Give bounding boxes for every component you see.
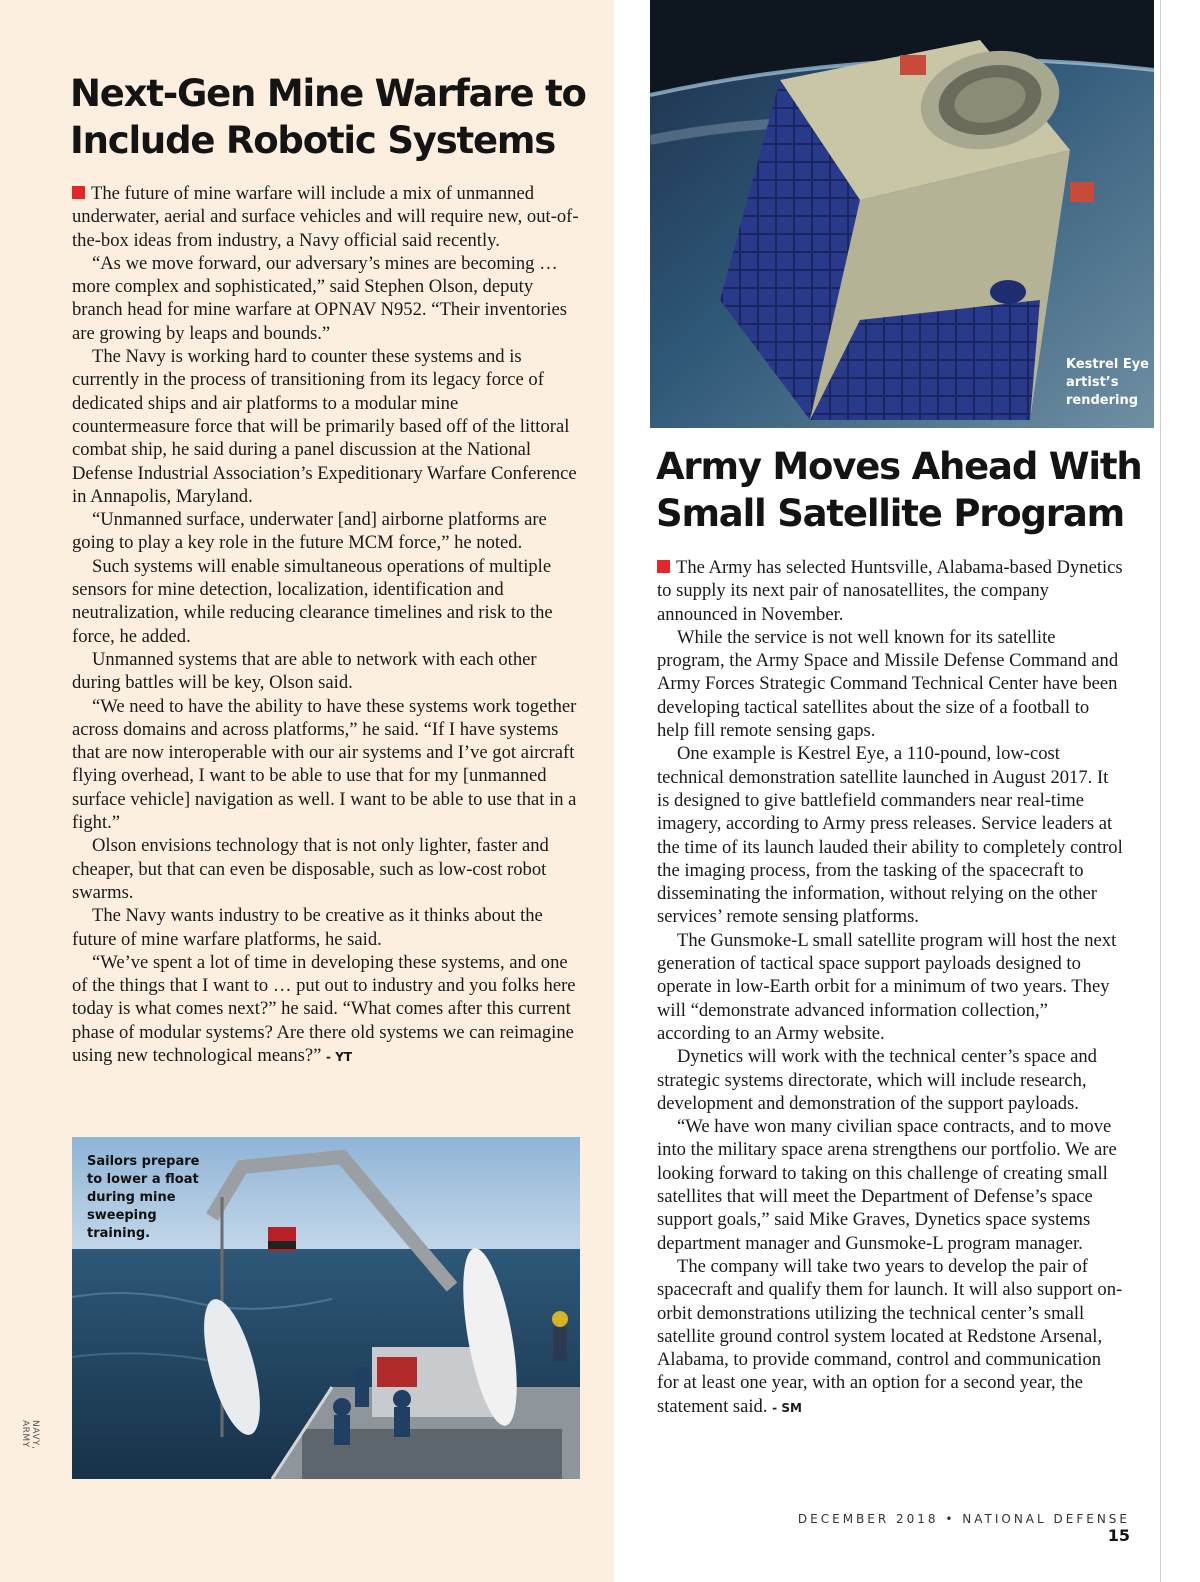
mine-headline-line-1: Next-Gen Mine Warfare to — [70, 72, 586, 115]
article-paragraph: Such systems will enable simultaneous operations of multiple sensors for mine detection, localization, identification and neutralization, while reducing clearance timelines and risk to the force, he added. — [72, 555, 553, 647]
mine-headline-line-2: Include Robotic Systems — [70, 119, 556, 162]
red-square-bullet-icon — [72, 186, 85, 199]
article-paragraph: The Navy wants industry to be creative as it thinks about the future of mine warfare platforms, he said. — [72, 905, 543, 950]
article-paragraph: The company will take two years to develop the pair of spacecraft and qualify them for launch. It will also support on-orbit demonstrations utilizing the technical center’s small satellite ground control system located at Redstone Arsenal, Alabama, to provide command, control and communication for at least one year, with an option for a second year, the statement said. - SM — [657, 1255, 1123, 1417]
satellite-headline — [656, 443, 1156, 537]
article-paragraph: “We’ve spent a lot of time in developing these systems, and one of the things that I want to … put out to industry and you folks here today is what comes next?” he said. “What comes after this current phase of modular systems? Are there old systems we can reimagine using new technological means?” - YT — [72, 951, 576, 1066]
mine-warfare-article — [72, 182, 580, 1069]
article-paragraph: Unmanned systems that are able to network with each other during battles will be key, Olson said. — [72, 648, 537, 694]
mine-warfare-headline — [70, 70, 600, 164]
article-paragraph: Olson envisions technology that is not only lighter, faster and cheaper, but that can even be disposable, such as low-cost robot swarms. — [72, 835, 549, 903]
article-paragraph: While the service is not well known for its satellite program, the Army Space and Missile Defense Command and Army Forces Strategic Command Technical Center have been developing tactical satellites about the size of a football to help fill remote sensing gaps. — [657, 626, 1119, 742]
kestrel-eye-caption: Kestrel Eye artist’s rendering — [1066, 357, 1149, 408]
minesweeping-photo-caption: Sailors prepare to lower a float during mine sweeping training. — [87, 1154, 200, 1241]
article-paragraph: The future of mine warfare will include a mix of unmanned underwater, aerial and surface vehicles and will require new, out-of-the-box ideas from industry, a Navy official said recently. — [72, 183, 579, 251]
article-paragraph: The Gunsmoke-L small satellite program will host the next generation of tactical space support payloads designed to operate in low-Earth orbit for a minimum of two years. They will “demonstrate advanced information collection,” according to an Army website. — [657, 929, 1117, 1044]
page-number: 15 — [1107, 1526, 1130, 1545]
page-edge-rule — [1160, 0, 1161, 1582]
satellite-headline-line-1: Army Moves Ahead With — [656, 445, 1142, 488]
author-signature: - SM — [772, 1400, 802, 1415]
article-paragraph: Dynetics will work with the technical center’s space and strategic systems directorate, which will include research, development and demonstration of the support payloads. — [657, 1046, 1097, 1114]
article-paragraph: “As we move forward, our adversary’s mines are becoming … more complex and sophisticated,” said Stephen Olson, deputy branch head for mine warfare at OPNAV N952. “Their inventories are growing by leaps and bounds.” — [72, 252, 567, 344]
page-footer — [790, 1512, 1130, 1545]
article-paragraph: “We have won many civilian space contracts, and to move into the military space arena strengthens our portfolio. We are looking forward to taking on this challenge of creating small satellites that will meet the Department of Defense’s space support goals,” said Mike Graves, Dynetics space systems department manager and Gunsmoke-L program manager. — [657, 1116, 1117, 1254]
red-square-bullet-icon — [657, 560, 670, 573]
satellite-headline-line-2: Small Satellite Program — [656, 492, 1124, 535]
article-paragraph: “We need to have the ability to have these systems work together across domains and across platforms,” he said. “If I have systems that are now interoperable with our air systems and I’ve got aircraft flying overhead, I want to be able to use that for my [unmanned surface vehicle] navigation as well. I want to be able to use that in a fight.” — [72, 695, 577, 834]
article-paragraph: One example is Kestrel Eye, a 110-pound, low-cost technical demonstration satellite launched in August 2017. It is designed to give battlefield commanders near real-time imagery, according to Army press releases. Service leaders at the time of its launch lauded their ability to completely control the imaging process, from the tasking of the spacecraft to disseminating the information, without relying on the other services’ remote sensing platforms. — [657, 743, 1123, 928]
article-paragraph: “Unmanned surface, underwater [and] airborne platforms are going to play a key role in the future MCM force,” he noted. — [72, 509, 547, 554]
author-signature: - YT — [326, 1049, 353, 1064]
photo-credit: NAVY, ARMY — [20, 1420, 40, 1450]
article-paragraph: The Army has selected Huntsville, Alabama-based Dynetics to supply its next pair of nanosatellites, the company announced in November. — [657, 557, 1123, 625]
article-paragraph: The Navy is working hard to counter these systems and is currently in the process of transitioning from its legacy force of dedicated ships and air platforms to a modular mine countermeasure force that will be primarily based off of the littoral combat ship, he said during a panel discussion at the National Defense Industrial Association’s Expeditionary Warfare Conference in Annapolis, Maryland. — [72, 346, 577, 507]
issue-line: DECEMBER 2018 • NATIONAL DEFENSE — [797, 1512, 1130, 1526]
satellite-article — [657, 556, 1123, 1420]
